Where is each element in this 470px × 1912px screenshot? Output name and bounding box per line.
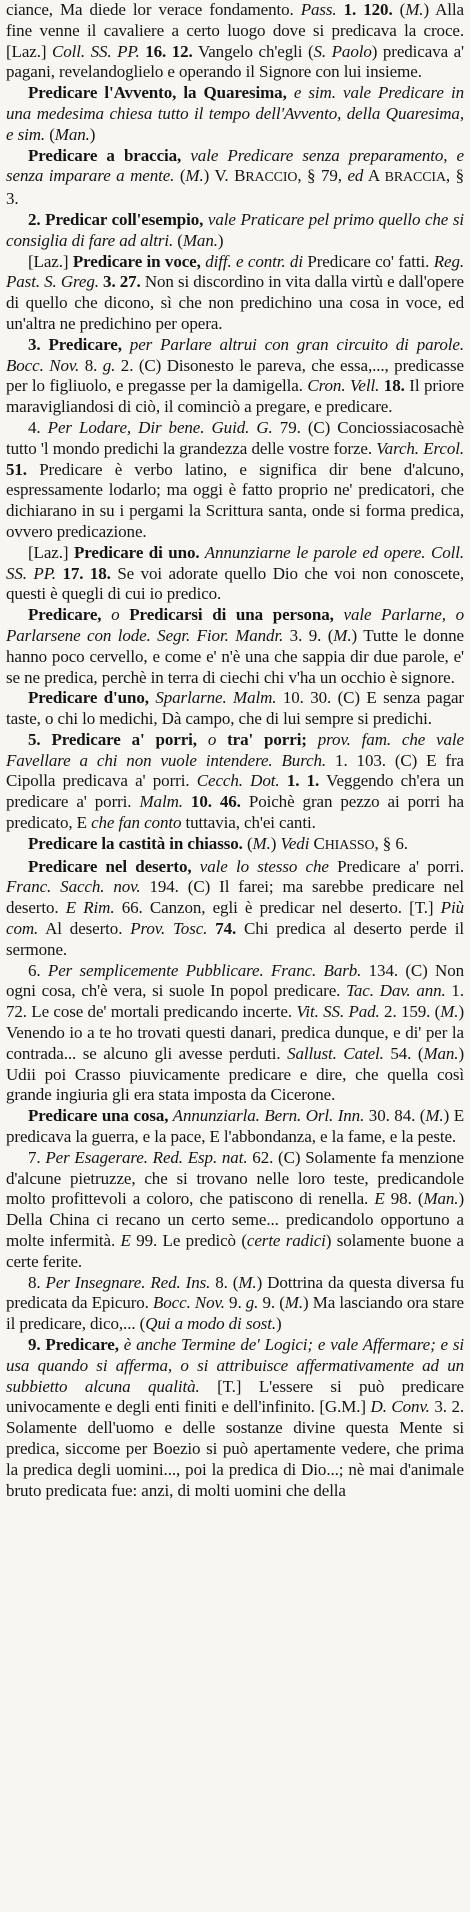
body-text: [T.] L'essere si può predicare univocamente e degli enti finiti e dell'infinito. [G.M.]: [6, 1376, 464, 1417]
italic-text: o: [196, 729, 228, 749]
italic-text: Man.: [54, 124, 90, 144]
entry-term: 17. 18.: [55, 563, 111, 583]
body-text: A: [363, 166, 385, 186]
body-text: ) Dottrina da questa diversa fu predicata da Epicuro.: [6, 1272, 464, 1313]
italic-text: M.: [405, 0, 424, 19]
body-text: 98. (: [384, 1189, 424, 1209]
italic-text: E: [120, 1231, 131, 1251]
dictionary-paragraph: [6, 83, 464, 145]
italic-text: certe radici: [246, 1231, 326, 1251]
body-text: ) V. B: [203, 166, 246, 186]
italic-text: e sim. vale Predicare in una medesima chiesa tutto il tempo dell'Avvento, della Quaresima, e sim.: [6, 83, 464, 144]
entry-term: Predicare d'uno,: [28, 688, 149, 708]
italic-text: Franc. Sacch. nov.: [6, 877, 141, 897]
entry-term: 3. Predicare,: [28, 334, 122, 354]
italic-text: M.: [238, 1272, 257, 1292]
dictionary-paragraph: [6, 1106, 464, 1148]
italic-text: Coll. SS. PP.: [52, 41, 140, 61]
body-text: Poichè gran pezzo ai porri ha predicato, E: [6, 792, 464, 833]
body-text: , § 6.: [374, 833, 408, 853]
italic-text: Vedi: [280, 833, 310, 853]
dictionary-paragraph: [6, 961, 464, 1107]
body-text: ) solamente buone a certe ferite.: [6, 1231, 465, 1271]
italic-text: Sallust. Catel.: [287, 1043, 384, 1063]
italic-text: M.: [440, 1002, 459, 1022]
entry-term: Predicare a braccia,: [28, 145, 182, 165]
body-text: [337, 0, 344, 19]
italic-text: per Parlare altrui con gran circuito di parole. Bocc. Nov.: [6, 334, 464, 375]
body-text: C: [309, 833, 325, 853]
body-text: Il priore maravigliandosi di ciò, il cominciò a pregare, e predicare.: [6, 376, 464, 417]
body-text: 9.: [224, 1293, 246, 1313]
dictionary-paragraph: [6, 543, 464, 605]
body-text: ) Ma lasciando ora stare il predicare, dico,... (: [6, 1293, 464, 1334]
entry-term: 74.: [207, 919, 237, 939]
entry-term: 51.: [6, 459, 27, 479]
entry-term: 3. 27.: [98, 272, 141, 292]
dictionary-paragraph: [6, 1273, 464, 1335]
italic-text: Malm.: [139, 792, 183, 812]
italic-text: M.: [252, 833, 271, 853]
body-text: ): [276, 1314, 282, 1334]
body-text: ) Venendo io a te ho trovati questi danari, predica dunque, e di' per la contrada... se alcuno gli avesse perduti.: [6, 1002, 464, 1063]
body-text: [Laz.]: [28, 251, 73, 271]
italic-text: vale Parlarne, o Parlarsene con lode. Segr. Fior. Mandr.: [6, 605, 465, 645]
body-text: (: [174, 166, 186, 186]
body-text: 9. (: [258, 1293, 285, 1313]
body-text: 79. (C) Conciossiacosachè tutto 'l mondo predichi la grandezza delle vostre forze.: [6, 417, 465, 458]
body-text: 194. (C) Il farei; ma sarebbe predicare nel deserto.: [6, 877, 464, 918]
italic-text: Per semplicemente Pubblicare. Franc. Barb.: [47, 960, 362, 980]
entry-term: 10. 46.: [182, 792, 241, 812]
body-text: Predicare co' fatti.: [302, 251, 434, 271]
italic-text: Cron. Vell.: [307, 376, 380, 396]
italic-text: vale Predicare senza preparamento, e senza imparare a mente.: [6, 145, 464, 186]
italic-text: Man.: [182, 230, 218, 250]
body-text: ): [89, 124, 96, 144]
italic-text: M.: [333, 625, 352, 645]
body-text: 1. 103. (C) E fra Cipolla predicava a' porri.: [6, 750, 464, 791]
body-text: ) Udii poi Crasso piuvicamente predicare e dire, che quella così grande ingiuria gli era stata imposta da Cicerone.: [6, 1043, 465, 1105]
dictionary-paragraph: [6, 834, 464, 857]
italic-text: Varch. Ercol.: [376, 438, 464, 458]
italic-text: Prov. Tosc.: [130, 919, 208, 939]
body-text: 62. (C) Solamente fa menzione d'alcune pietruzze, che si trovano nelle loro teste, predicandole molto profittevoli a coloro, che patiscono di renella.: [6, 1147, 464, 1209]
body-text: , § 79,: [297, 166, 348, 186]
body-text: ): [217, 230, 224, 250]
italic-text: Reg. Past. S. Greg.: [6, 251, 465, 292]
italic-text: M.: [284, 1293, 303, 1313]
italic-text: M.: [425, 1106, 444, 1126]
dictionary-paragraph: [6, 0, 464, 83]
italic-text: g.: [245, 1293, 259, 1313]
italic-text: Vit. SS. Pad.: [296, 1002, 380, 1022]
body-text: ) predicava a' pagani, revelandoglielo e operando il Signore con lui insieme.: [6, 41, 465, 82]
body-text: (: [392, 0, 406, 19]
dictionary-paragraph: [6, 1148, 464, 1273]
entry-term: 5. Predicare a' porri,: [28, 729, 197, 749]
body-text: Vangelo ch'egli (: [192, 41, 314, 61]
body-text: ) Alla fine venne il cavaliere a certo luogo dove si predicava la croce. [Laz.]: [6, 0, 464, 61]
body-text: ciance, Ma diede lor verace fondamento.: [6, 0, 301, 19]
body-text: Chi predica al deserto perde il sermone.: [6, 919, 464, 959]
body-text: 2. (C) Disonesto le pareva, che essa,..., predicasse per lo figliuolo, e pregasse per la damigella.: [6, 355, 464, 396]
body-text: (: [45, 124, 55, 144]
italic-text: Qui a modo di sost.: [145, 1314, 277, 1334]
italic-text: vale lo stesso che: [191, 856, 329, 876]
body-text: Veggendo ch'era un predicare a' porri.: [6, 771, 464, 812]
dictionary-paragraph: [6, 252, 464, 335]
body-text: Al deserto.: [38, 919, 131, 939]
italic-text: D. Conv.: [370, 1397, 430, 1417]
body-text: Se voi adorate quello Dio che voi non conoscete, questi è quegli di cui io predico.: [6, 563, 465, 604]
body-text: (: [242, 833, 253, 853]
body-text: 8.: [79, 355, 103, 375]
body-text: BRACCIA: [384, 170, 446, 186]
body-text: 6.: [28, 960, 48, 980]
body-text: ) Tutte le donne hanno poco cervello, e come e' n'è una che sappia dir due parole, e' se ne predica, perchè in terra di ciechi chi v'ha un occhio è signore.: [6, 625, 464, 687]
entry-term: Predicare una cosa,: [28, 1106, 169, 1126]
body-text: ) Della China ci recano un certo seme... predicandolo opportuno a molte infermità.: [6, 1189, 465, 1251]
italic-text: ed: [347, 166, 364, 186]
italic-text: Sparlarne. Malm.: [148, 688, 277, 708]
body-text: Predicare a' porri.: [328, 856, 464, 876]
italic-text: Per Insegnare. Red. Ins.: [45, 1272, 211, 1292]
body-text: [Laz.]: [28, 542, 74, 562]
entry-term: Predicare,: [28, 605, 102, 625]
entry-term: Predicare nel deserto,: [28, 856, 192, 876]
entry-term: 1. 120.: [343, 0, 393, 19]
italic-text: Tac. Dav. ann.: [346, 981, 446, 1001]
italic-text: Pass.: [300, 0, 337, 19]
italic-text: M.: [185, 166, 204, 186]
entry-term: Predicare la castità in chiasso.: [28, 833, 243, 853]
italic-text: o: [101, 605, 130, 625]
entry-term: tra' porri;: [227, 729, 307, 749]
italic-text: Cecch. Dot.: [196, 771, 280, 791]
italic-text: Man.: [423, 1043, 459, 1063]
body-text: Non si discordino in vita dalla virtù e dall'opere di quello che dicono, sì che non predichino una cosa in voce, ed un'altra ne predichino per opera.: [6, 272, 464, 333]
entry-term: Predicare l'Avvento, la Quaresima,: [28, 83, 287, 103]
body-text: 3. 2. Solamente dell'uomo e delle sostanze divine questa Mente si predica, siccome per Boezio si può apertamente vedere, che prima la predica degli uomini..., poi la predica di Dio...; nè mai d'animale bruto predicata fue: anzi, di molti uomini che della: [6, 1397, 464, 1500]
dictionary-paragraph: [6, 605, 464, 688]
italic-text: che fan conto: [91, 813, 182, 833]
entry-term: 2. Predicar coll'esempio,: [28, 209, 204, 229]
italic-text: Per Lodare, Dir bene. Guid. G.: [47, 417, 273, 437]
body-text: , § 3.: [6, 166, 464, 209]
entry-term: 16. 12.: [145, 41, 193, 61]
dictionary-paragraph: [6, 688, 464, 730]
body-text: 66. Canzon, egli è predicar nel deserto. [T.]: [114, 898, 441, 918]
italic-text: S. Paolo: [313, 41, 372, 61]
italic-text: Per Esagerare. Red. Esp. nat.: [45, 1147, 248, 1167]
body-text: 1. 72. Le cose de' mortali predicando incerte.: [6, 981, 464, 1022]
body-text: Predicare è verbo latino, e significa dir bene d'alcuno, espressamente lodarlo; ma oggi è fatto proprio ne' predicatori, che dichiarano in su i pergami la Scrittura santa, onde si forma predica, ovvero predicazione.: [6, 459, 464, 541]
body-text: 7.: [28, 1147, 46, 1167]
italic-text: E: [374, 1189, 385, 1209]
italic-text: Più com.: [6, 898, 464, 939]
italic-text: Annunziarla. Bern. Orl. Inn.: [168, 1106, 365, 1126]
italic-text: Bocc. Nov.: [153, 1293, 225, 1313]
body-text: 10. 30. (C) E senza pagar taste, o chi lo medichi, Dà campo, che di lui sempre si predichi.: [6, 688, 464, 729]
entry-term: Predicare in voce,: [72, 251, 201, 271]
body-text: 99. Le predicò (: [130, 1231, 247, 1251]
entry-term: 1. 1.: [279, 771, 320, 791]
italic-text: Man.: [423, 1189, 459, 1209]
italic-text: Annunziarne le parole ed opere. Coll. SS. PP.: [6, 542, 464, 583]
body-text: 30. 84. (: [364, 1106, 426, 1126]
italic-text: diff. e contr. di: [200, 251, 303, 271]
body-text: (: [173, 230, 183, 250]
dictionary-paragraph: [6, 730, 464, 834]
dictionary-paragraph: [6, 210, 464, 252]
body-text: 8.: [28, 1272, 46, 1292]
entry-term: Predicarsi di una persona,: [129, 605, 334, 625]
italic-text: E Rim.: [65, 898, 115, 918]
italic-text: prov. fam. che vale Favellare a chi non vuole intendere. Burch.: [6, 729, 464, 770]
body-text: 134. (C) Non ogni cosa, ch'è vera, si suole In popol predicare.: [6, 960, 465, 1001]
body-text: 3. 9. (: [283, 625, 334, 645]
dictionary-entry-column: [6, 0, 464, 1501]
dictionary-paragraph: [6, 146, 464, 210]
entry-term: 9. Predicare,: [28, 1335, 119, 1354]
body-text: 54. (: [383, 1043, 424, 1063]
italic-text: g.: [102, 355, 116, 375]
body-text: HIASSO: [324, 837, 375, 853]
body-text: ) E predicava la guerra, e la pace, E l'abbondanza, e la fame, e la peste.: [6, 1106, 464, 1147]
entry-term: 18.: [379, 376, 405, 396]
dictionary-paragraph: [6, 418, 464, 543]
body-text: tuttavia, ch'ei canti.: [181, 813, 316, 833]
body-text: RACCIO: [245, 170, 298, 186]
body-text: 2. 159. (: [379, 1002, 441, 1022]
entry-term: Predicare di uno.: [73, 542, 200, 562]
body-text: 8. (: [210, 1272, 239, 1292]
dictionary-paragraph: [6, 335, 464, 418]
italic-text: vale Praticare pel primo quello che si consiglia di fare ad altri.: [6, 209, 465, 250]
body-text: 4.: [28, 417, 48, 437]
dictionary-paragraph: [6, 1335, 464, 1501]
body-text: ): [270, 833, 281, 853]
dictionary-paragraph: [6, 857, 464, 961]
italic-text: è anche Termine de' Logici; e vale Affermare; e si usa quando si afferma, o si attribuisce affermativamente ad un subbietto alcuna qualità.: [6, 1335, 464, 1396]
